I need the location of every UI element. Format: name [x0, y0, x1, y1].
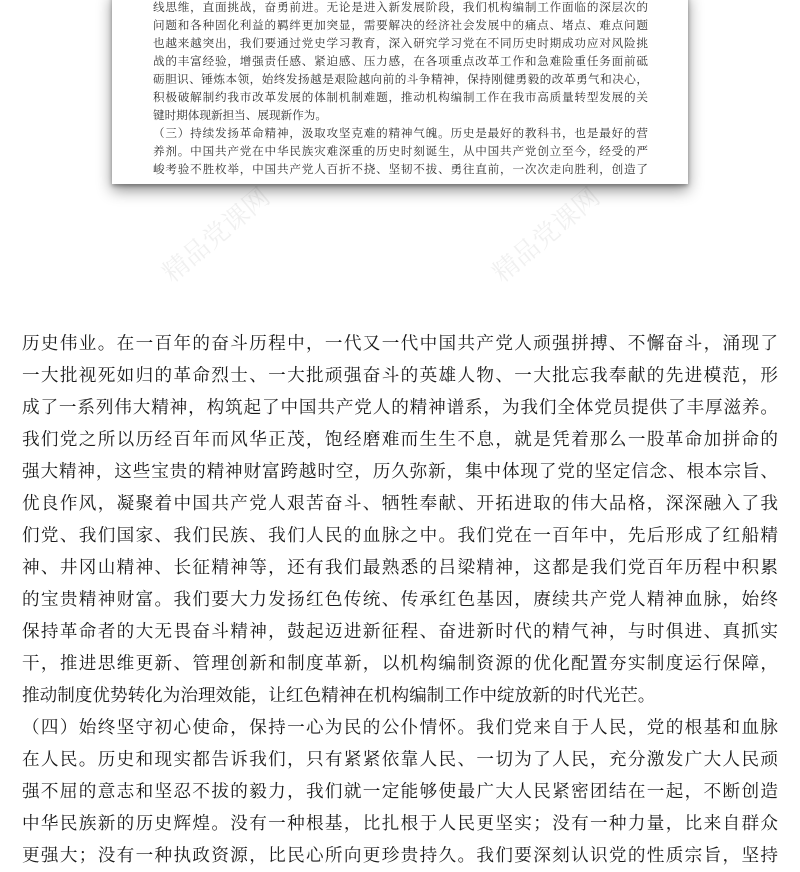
- body-line: 一大批视死如归的革命烈士、一大批顽强奋斗的英雄人物、一大批忘我奉献的先进模范，形: [22, 366, 778, 386]
- body-line: 的宝贵精神财富。我们要大力发扬红色传统、传承红色基因，赓续共产党人精神血脉，始终: [22, 590, 778, 610]
- body-line: 我们党之所以历经百年而风华正茂，饱经磨难而生生不息，就是凭着那么一股革命加拼命的: [22, 430, 778, 450]
- thumbnail-line: （三）持续发扬革命精神，汲取攻坚克难的精神气魄。历史是最好的教科书，也是最好的营: [153, 126, 648, 140]
- thumbnail-line: 问题和各种固化利益的羁绊更加突显，需要解决的经济社会发展中的痛点、堵点、难点问题: [153, 18, 648, 32]
- body-line: 成了一系列伟大精神，构筑起了中国共产党人的精神谱系，为我们全体党员提供了丰厚滋养。: [22, 398, 778, 418]
- body-line: 更强大；没有一种执政资源，比民心所向更珍贵持久。我们要深刻认识党的性质宗旨，坚持: [22, 846, 778, 866]
- body-line: （四）始终坚守初心使命，保持一心为民的公仆情怀。我们党来自于人民，党的根基和血脉: [22, 718, 778, 738]
- body-line: 历史伟业。在一百年的奋斗历程中，一代又一代中国共产党人顽强拼搏、不懈奋斗，涌现了: [22, 334, 778, 354]
- body-line: 优良作风，凝聚着中国共产党人艰苦奋斗、牺牲奉献、开拓进取的伟大品格，深深融入了我: [22, 494, 778, 514]
- thumbnail-line: 砺胆识、锤炼本领，始终发扬越是艰险越向前的斗争精神，保持刚健勇毅的改革勇气和决心，: [153, 72, 648, 86]
- watermark: 精品党课网: [157, 182, 277, 289]
- thumbnail-line: 积极破解制约我市改革发展的体制机制难题，推动机构编制工作在我市高质量转型发展的关: [153, 90, 648, 104]
- body-line: 保持革命者的大无畏奋斗精神，鼓起迈进新征程、奋进新时代的精气神，与时俱进、真抓实: [22, 622, 778, 642]
- watermark: 精品党课网: [487, 182, 607, 289]
- body-line: 在人民。历史和现实都告诉我们，只有紧紧依靠人民、一切为了人民，充分激发广大人民顽: [22, 750, 778, 770]
- body-text: [22, 328, 778, 872]
- body-line: 神、井冈山精神、长征精神等，还有我们最熟悉的吕梁精神，这都是我们党百年历程中积累: [22, 558, 778, 578]
- thumbnail-line: 峻考验不胜枚举，中国共产党人百折不挠、坚韧不拔、勇往直前，一次次走向胜利，创造了: [153, 162, 648, 176]
- page-thumbnail: [112, 0, 688, 184]
- body-line: 推动制度优势转化为治理效能，让红色精神在机构编制工作中绽放新的时代光芒。: [22, 686, 656, 706]
- thumbnail-text: [153, 0, 648, 178]
- thumbnail-line: 线思维，直面挑战，奋勇前进。无论是进入新发展阶段，我们机构编制工作面临的深层次的: [153, 0, 648, 14]
- body-line: 强大精神，这些宝贵的精神财富跨越时空，历久弥新，集中体现了党的坚定信念、根本宗旨、: [22, 462, 778, 482]
- thumbnail-line: 战的丰富经验，增强责任感、紧迫感、压力感，在各项重点改革工作和急难险重任务面前砥: [153, 54, 648, 68]
- thumbnail-line: 也越来越突出，我们要通过党史学习教育，深入研究学习党在不同历史时期成功应对风险挑: [153, 36, 648, 50]
- body-line: 强不屈的意志和坚忍不拔的毅力，我们就一定能够使最广大人民紧密团结在一起，不断创造: [22, 782, 778, 802]
- thumbnail-line: 养剂。中国共产党在中华民族灾难深重的历史时刻诞生，从中国共产党创立至今，经受的严: [153, 144, 648, 158]
- body-line: 干，推进思维更新、管理创新和制度革新，以机构编制资源的优化配置夯实制度运行保障，: [22, 654, 778, 674]
- body-line: 中华民族新的历史辉煌。没有一种根基，比扎根于人民更坚实；没有一种力量，比来自群众: [22, 814, 778, 834]
- thumbnail-line: 键时期体现新担当、展现新作为。: [153, 108, 327, 122]
- body-line: 们党、我们国家、我们民族、我们人民的血脉之中。我们党在一百年中，先后形成了红船精: [22, 526, 778, 546]
